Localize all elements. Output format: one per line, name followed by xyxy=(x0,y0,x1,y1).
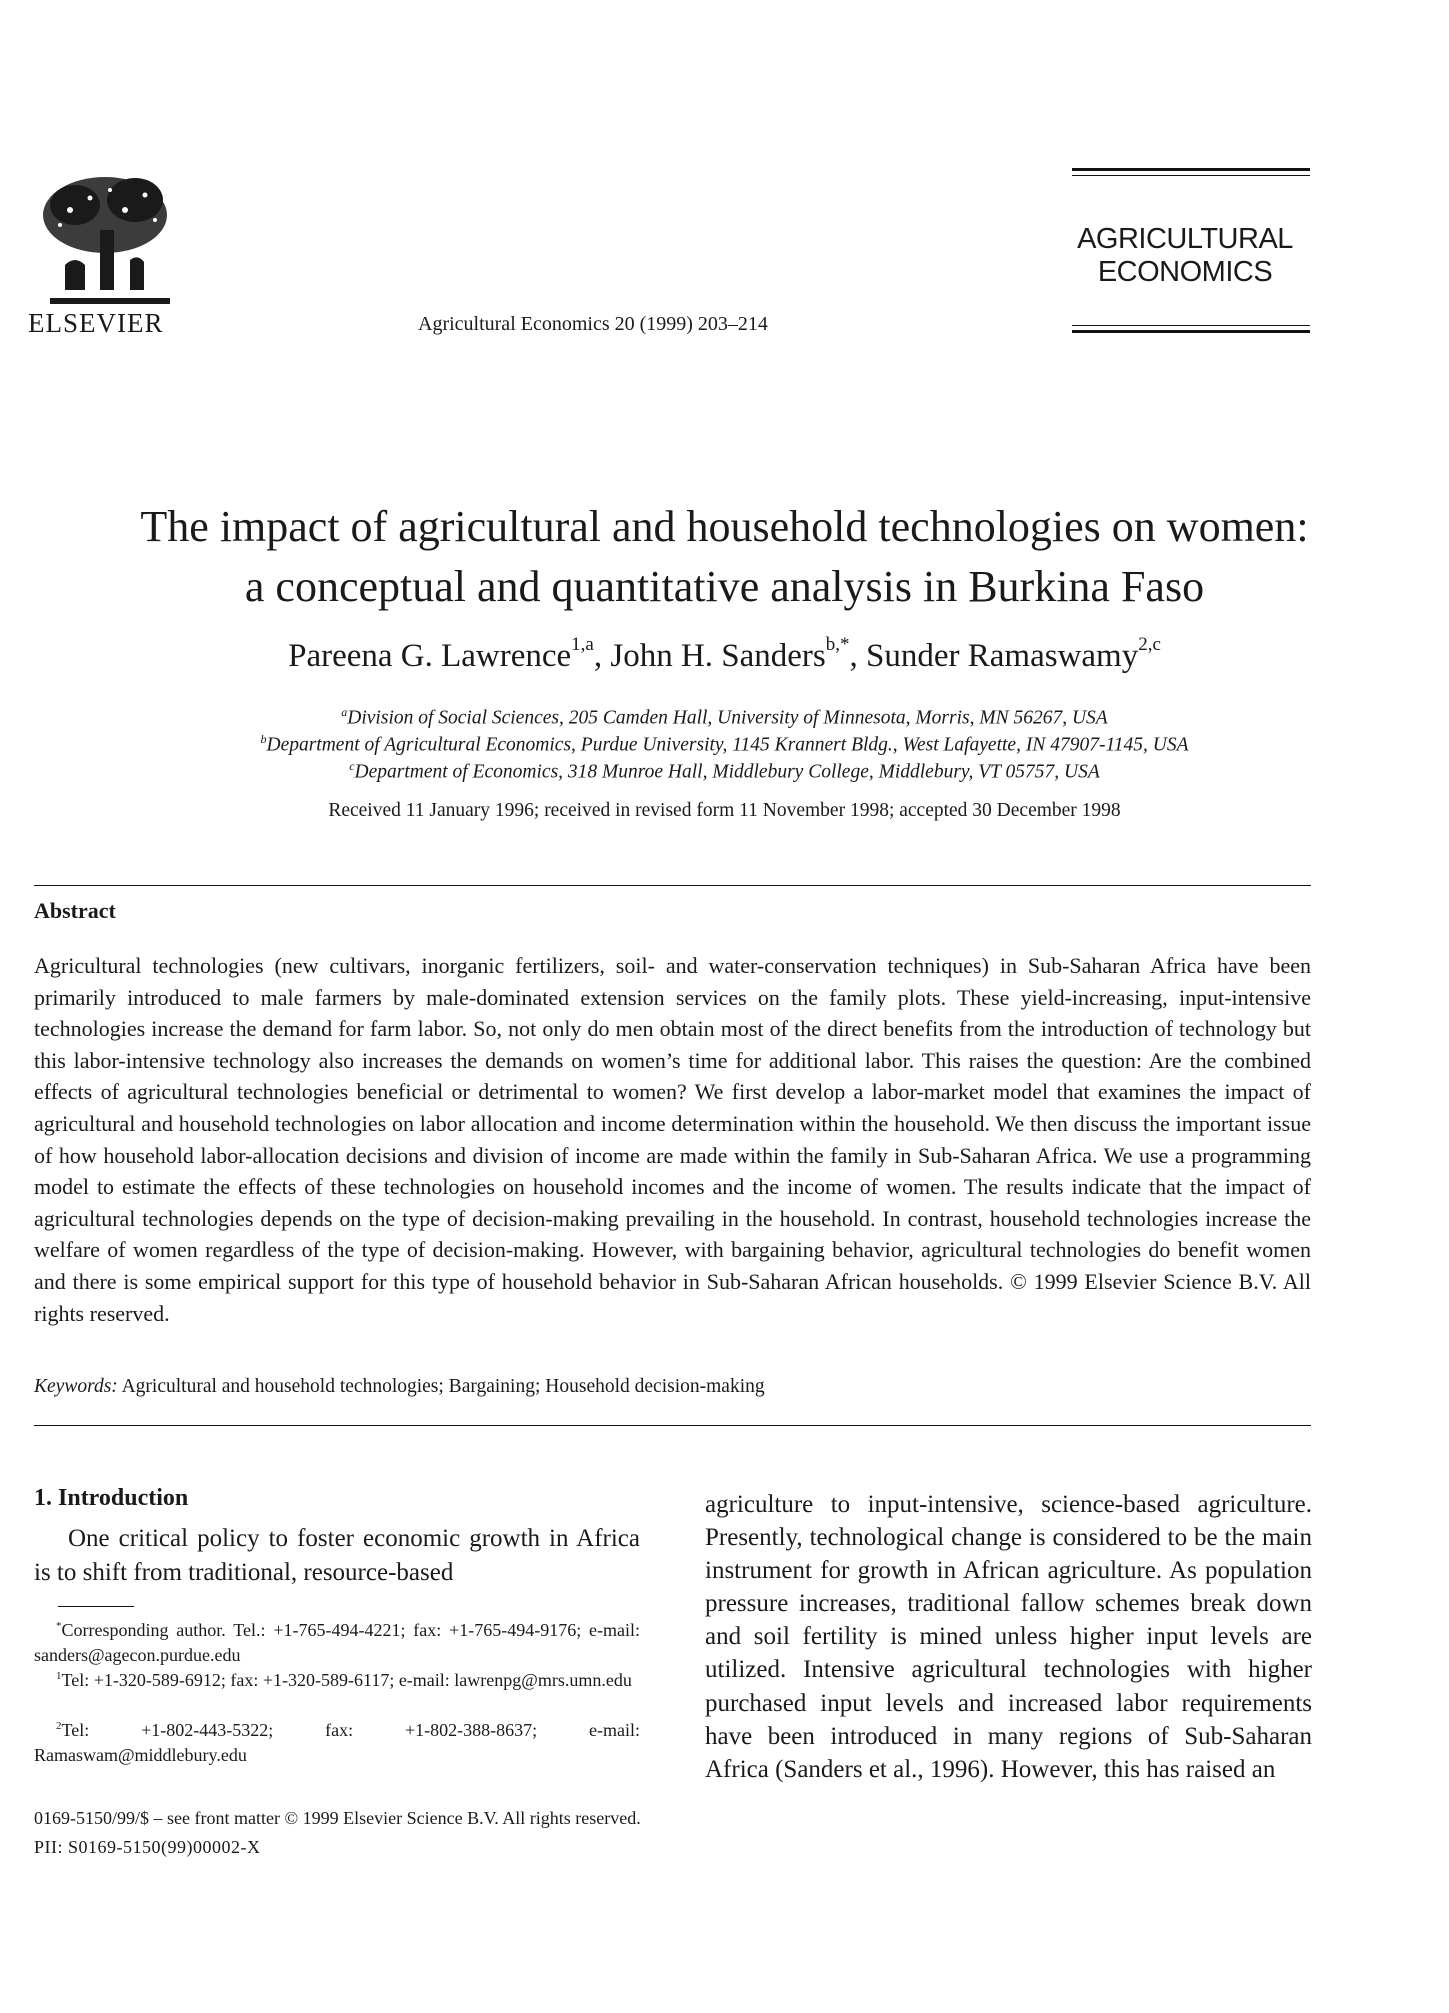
author-name: John H. Sanders xyxy=(610,638,826,674)
affiliation-mark: b xyxy=(260,732,267,746)
author-list: Pareena G. Lawrence$^{1,a}$, John H. Sanders$^{b,*}$, Sunder Ramaswamy$^{2,c}$ xyxy=(288,634,1161,674)
header-rule-bottom xyxy=(1072,330,1310,333)
author-name: Pareena G. Lawrence xyxy=(288,638,572,674)
author-marks: b,* xyxy=(825,634,850,655)
footnote-mark: 1 xyxy=(56,1670,62,1682)
keywords-text: Agricultural and household technologies; Bargaining; Household decision-making xyxy=(121,1376,765,1397)
footnote xyxy=(34,1664,640,1693)
affiliation-text: Division of Social Sciences, 205 Camden Hall, University of Minnesota, Morris, MN 56267, USA xyxy=(347,707,1108,729)
header-rule-bottom-thin xyxy=(1072,325,1310,326)
affiliation xyxy=(40,759,1409,784)
paper-title xyxy=(40,497,1409,617)
author-name: Sunder Ramaswamy xyxy=(866,638,1139,674)
footnote-text: Corresponding author. Tel.: +1-765-494-4221; fax: +1-765-494-9176; e-mail: sanders@agecon.purdue.edu xyxy=(34,1620,640,1665)
abstract-rule-bottom xyxy=(34,1425,1311,1426)
affiliation-text: Department of Economics, 318 Munroe Hall, Middlebury College, Middlebury, VT 05757, USA xyxy=(354,761,1100,783)
header-rule-top xyxy=(1072,168,1310,171)
paper-title-line1: The impact of agricultural and household technologies on women: xyxy=(140,502,1309,551)
journal-title-line1: AGRICULTURAL xyxy=(1077,223,1293,255)
author-marks: 1,a xyxy=(571,634,594,655)
abstract-text: Agricultural technologies (new cultivars, inorganic fertilizers, soil- and water-conservation techniques) in Sub-Saharan Africa have been primarily introduced to male farmers by male-dominated extension services on the family plots. These yield-increasing, input-intensive technologies increase the demand for farm labor. So, not only do men obtain most of the direct benefits from the introduction of technology but this labor-intensive technology also increases the demands on women’s time for additional labor. This raises the question: Are the combined effects of agricultural technologies beneficial or detrimental to women? We first develop a labor-market model that examines the impact of agricultural and household technologies on labor allocation and income determination within the household. We then discuss the important issue of how household labor-allocation decisions and division of income are made within the family in Sub-Saharan Africa. We use a programming model to estimate the effects of these technologies on household incomes and the income of women. The results indicate that the impact of agricultural technologies depends on the type of decision-making prevailing in the household. In contrast, household technologies increase the welfare of women regardless of the type of decision-making. However, with bargaining behavior, agricultural technologies do benefit women and there is some empirical support for this type of household behavior in Sub-Saharan African households. © 1999 Elsevier Science B.V. All rights reserved. xyxy=(34,953,1311,1326)
intro-left-column: One critical policy to foster economic growth in Africa is to shift from traditional, resource-based xyxy=(34,1525,640,1586)
footnote-mark: * xyxy=(56,1620,62,1632)
abstract-heading: Abstract xyxy=(34,898,116,923)
footnote-separator xyxy=(58,1606,134,1607)
affiliation-mark: c xyxy=(349,759,355,773)
footnote xyxy=(34,1614,640,1668)
footnote-text: Tel: +1-320-589-6912; fax: +1-320-589-6117; e-mail: lawrenpg@mrs.umn.edu xyxy=(61,1670,632,1690)
keywords xyxy=(34,1376,1311,1398)
journal-citation: Agricultural Economics 20 (1999) 203–214 xyxy=(418,313,768,335)
keywords-label: Keywords: xyxy=(34,1376,118,1397)
abstract-rule-top xyxy=(34,885,1311,886)
received-dates: Received 11 January 1996; received in revised form 11 November 1998; accepted 30 December 1998 xyxy=(328,800,1121,821)
author-marks: 2,c xyxy=(1138,634,1161,655)
front-matter-notice: 0169-5150/99/$ – see front matter © 1999 Elsevier Science B.V. All rights reserved. xyxy=(34,1808,641,1828)
affiliation xyxy=(40,732,1409,757)
pii-identifier: PII: S0169-5150(99)00002-X xyxy=(34,1837,261,1857)
journal-title xyxy=(1040,223,1330,289)
affiliation-text: Department of Agricultural Economics, Purdue University, 1145 Krannert Bldg., West Lafayette, IN 47907-1145, USA xyxy=(266,734,1189,756)
footnote-text: Tel: +1-802-443-5322; fax: +1-802-388-8637; e-mail: Ramaswam@middlebury.edu xyxy=(34,1720,640,1765)
affiliation-mark: a xyxy=(341,705,348,719)
journal-title-line2: ECONOMICS xyxy=(1097,256,1273,288)
header-rule-top-thin xyxy=(1072,175,1310,176)
affiliation xyxy=(40,705,1409,730)
intro-right-column: agriculture to input-intensive, science-based agriculture. Presently, technological change is considered to be the main instrument for growth in African agriculture. As population pressure increases, traditional fallow schemes break down and soil fertility is mined unless higher input levels are utilized. Intensive agricultural technologies with higher purchased input levels and increased labor requirements have been introduced in many regions of Sub-Saharan Africa (Sanders et al., 1996). However, this has raised an xyxy=(705,1491,1312,1783)
footnote xyxy=(34,1714,640,1768)
elsevier-tree-logo xyxy=(30,170,180,308)
footnote-mark: 2 xyxy=(56,1720,62,1732)
section-heading: 1. Introduction xyxy=(34,1485,189,1511)
paper-title-line2: a conceptual and quantitative analysis in Burkina Faso xyxy=(244,562,1205,611)
publisher-name: ELSEVIER xyxy=(28,308,164,338)
